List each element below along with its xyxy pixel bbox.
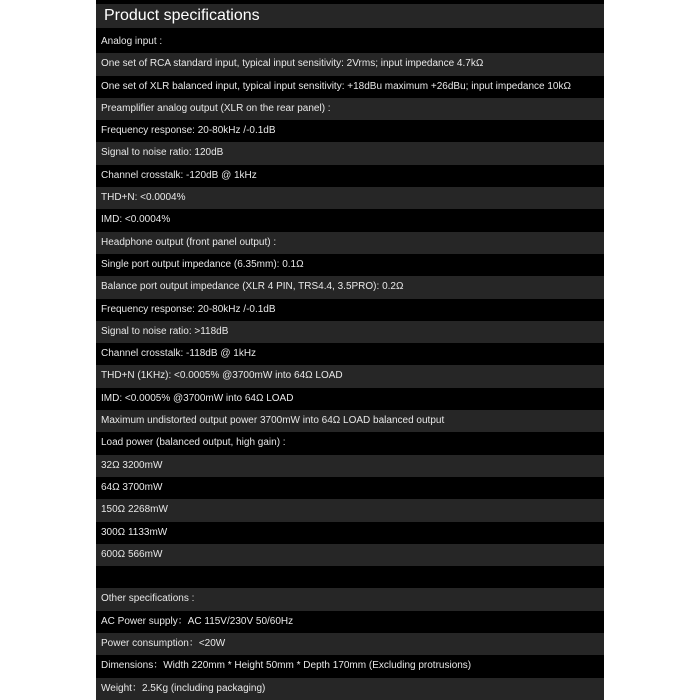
spec-row: Channel crosstalk: -118dB @ 1kHz: [101, 348, 257, 360]
page-title: Product specifications: [104, 7, 260, 24]
spec-row: Balance port output impedance (XLR 4 PIN, TRS4.4, 3.5PRO): 0.2Ω: [96, 276, 604, 298]
spec-row: 32Ω 3200mW: [96, 455, 604, 477]
spec-row: Frequency response: 20-80kHz /-0.1dB: [101, 303, 276, 315]
spec-row: THD+N: <0.0004%: [96, 187, 604, 209]
spec-row: AC Power supply：AC 115V/230V 50/60Hz: [101, 615, 294, 627]
spec-row: 64Ω 3700mW: [101, 481, 163, 493]
spec-row: Load power (balanced output, high gain) :: [101, 437, 286, 449]
spec-row: Analog input :: [101, 36, 163, 47]
spec-row: Power consumption：<20W: [96, 633, 604, 655]
spec-row: Single port output impedance (6.35mm): 0.1Ω: [101, 258, 304, 270]
spec-row-spacer: [96, 566, 604, 588]
spec-row: Signal to noise ratio: >118dB: [96, 321, 604, 343]
spec-row: Signal to noise ratio: 120dB: [96, 142, 604, 164]
spec-row: Maximum undistorted output power 3700mW into 64Ω LOAD balanced output: [96, 410, 604, 432]
spec-row: 600Ω 566mW: [96, 544, 604, 566]
spec-list: [96, 31, 604, 700]
spec-panel: [96, 0, 604, 700]
spec-row: One set of RCA standard input, typical input sensitivity: 2Vrms; input impedance 4.7kΩ: [96, 53, 604, 75]
spec-row: One set of XLR balanced input, typical input sensitivity: +18dBu maximum +26dBu; input impedance 10kΩ: [101, 80, 571, 92]
spec-row: Channel crosstalk: -120dB @ 1kHz: [101, 169, 257, 181]
spec-row: IMD: <0.0005% @3700mW into 64Ω LOAD: [101, 392, 294, 404]
spec-row: Frequency response: 20-80kHz /-0.1dB: [101, 125, 276, 137]
spec-row: Other specifications :: [96, 588, 604, 610]
spec-row: Weight：2.5Kg (including packaging): [96, 678, 604, 700]
title-bar: [96, 4, 604, 28]
spec-row: Preamplifier analog output (XLR on the rear panel) :: [96, 98, 604, 120]
spec-row: Headphone output (front panel output) :: [96, 232, 604, 254]
spec-row: THD+N (1KHz): <0.0005% @3700mW into 64Ω LOAD: [96, 365, 604, 387]
spec-row: 300Ω 1133mW: [101, 526, 168, 538]
spec-row: Dimensions：Width 220mm * Height 50mm * Depth 170mm (Excluding protrusions): [101, 660, 472, 672]
spec-row: IMD: <0.0004%: [101, 214, 171, 226]
spec-row: 150Ω 2268mW: [96, 499, 604, 521]
